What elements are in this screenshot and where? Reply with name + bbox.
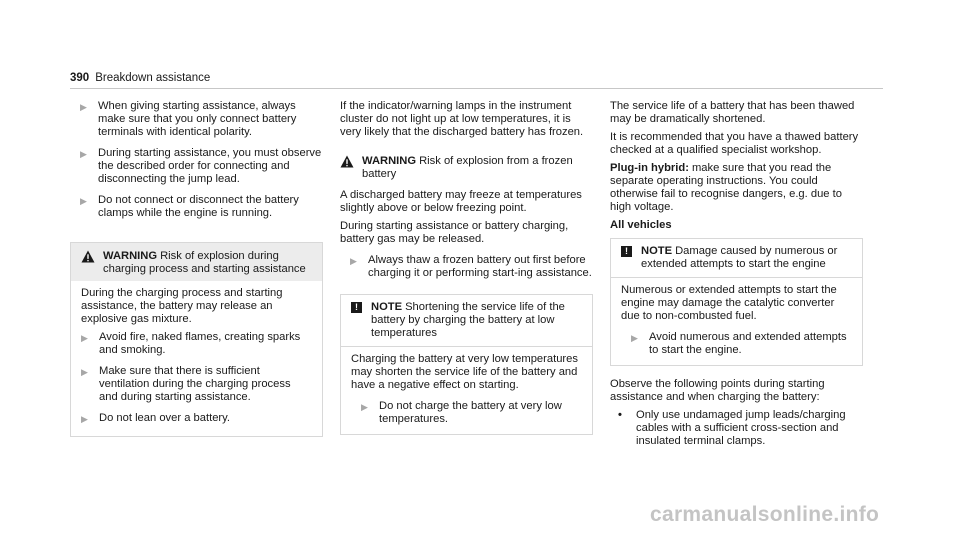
paragraph-1: The service life of a battery that has been thawed may be dramatically shortened. [610,100,855,125]
page-number: 390 [70,72,90,84]
warning-triangle-icon [81,250,103,267]
list-item: ▶ Avoid fire, naked flames, creating sparks and smoking. [81,331,301,356]
header-rule [70,88,883,89]
arrow-icon: ▶ [81,414,88,424]
warning-title: Risk of explosion during charging process and starting assistance [103,250,306,275]
column-1 [70,100,323,437]
list-item: • Only use undamaged jump leads/charging cables with a sufficient cross-section and insulated terminal clamps. [618,409,846,447]
warning-body: During the charging process and starting assistance, the battery may release an explosive gas mixture. [81,287,283,325]
note-body: Numerous or extended attempts to start the engine may damage the catalytic converter due to non-combusted fuel. [621,284,837,322]
note-label: NOTE [641,245,673,257]
paragraph-2: It is recommended that you have a thawed battery checked at a qualified specialist workshop. [610,131,859,156]
note-body: Charging the battery at very low temperatures may shorten the service life of the battery and have a negative effect on starting. [351,353,578,391]
list-item: ▶ Always thaw a frozen battery out first before charging it or performing start-ing assistance. [350,254,592,279]
list-item: ▶ Avoid numerous and extended attempts to start the engine. [631,331,847,356]
intro-paragraph: If the indicator/warning lamps in the instrument cluster do not light up at low temperatures, it is very likely that the discharged battery has frozen. [340,100,584,138]
plugin-paragraph [610,162,863,214]
warning-triangle-icon [340,155,362,181]
all-vehicles-heading: All vehicles [610,219,672,231]
list-item: ▶ During starting assistance, you must observe the described order for connecting and disconnecting the jump lead. [80,147,322,185]
warning-body-1: A discharged battery may freeze at temperatures slightly above or below freezing point. [340,189,582,214]
arrow-icon: ▶ [361,402,368,412]
page-header [70,72,210,84]
arrow-icon: ▶ [80,149,87,159]
warning-label: WARNING [362,155,417,167]
watermark: carmanualsonline.info [650,503,880,526]
plugin-label: Plug-in hybrid: [610,162,689,174]
list-item: ▶ When giving starting assistance, always make sure that you only connect battery terminals with identical polarity. [80,100,297,138]
note-header [341,295,592,346]
warning-label: WARNING [103,250,158,262]
observe-paragraph: Observe the following points during starting assistance and when charging the battery: [610,378,825,403]
note-title: Damage caused by numerous or extended attempts to start the engine [641,245,838,270]
exclamation-icon: ! [351,302,362,313]
list-item: ▶ Do not connect or disconnect the battery clamps while the engine is running. [80,194,299,219]
warning-header [71,243,322,281]
section-title: Breakdown assistance [95,72,211,84]
warning-header [340,151,593,185]
note-box [610,238,863,366]
list-item: ▶ Make sure that there is sufficient ventilation during the charging process and during starting assistance. [81,365,291,403]
arrow-icon: ▶ [631,333,638,343]
arrow-icon: ▶ [81,367,88,377]
note-box [340,294,593,435]
note-label: NOTE [371,301,403,313]
arrow-icon: ▶ [80,196,87,206]
exclamation-icon: ! [621,246,632,257]
warning-box [70,242,323,437]
note-title: Shortening the service life of the battery by charging the battery at low temperatures [371,301,565,339]
plugin-text: make sure that you read the separate operating instructions. You could otherwise fail to recognise dangers, e.g. due to high voltage. [610,162,842,213]
note-header [611,239,862,277]
warning-title: Risk of explosion from a frozen battery [362,155,573,180]
arrow-icon: ▶ [80,102,87,112]
warning-body-2: During starting assistance or battery charging, battery gas may be released. [340,220,569,245]
column-2 [340,100,593,435]
arrow-icon: ▶ [81,333,88,343]
bullet-dot-icon: • [618,409,622,421]
column-3 [610,100,863,448]
list-item: ▶ Do not lean over a battery. [81,412,231,424]
list-item: ▶ Do not charge the battery at very low temperatures. [361,400,562,425]
warning-block [340,151,593,280]
arrow-icon: ▶ [350,256,357,266]
